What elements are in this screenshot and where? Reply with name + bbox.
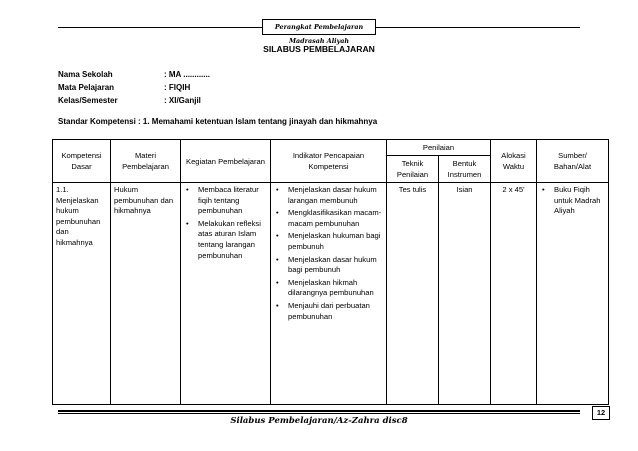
standar-kompetensi: Standar Kompetensi : 1. Memahami ketentuan Islam tentang jinayah dan hikmahnya: [58, 117, 378, 126]
list-item: • Menjelaskan dasar hukum bagi pembunuh: [274, 255, 383, 276]
table-row: [53, 183, 609, 405]
col-header-indikator: Indikator Pencapaian Kompetensi: [271, 140, 387, 183]
col-header-alokasi: Alokasi Waktu: [491, 140, 537, 183]
info-value: : XI/Ganjil: [164, 96, 201, 105]
cell-bentuk: Isian: [439, 183, 491, 405]
col-header-teknik: Teknik Penilaian: [387, 156, 439, 183]
col-header-bentuk: Bentuk Instrumen: [439, 156, 491, 183]
footer-rule: [58, 410, 580, 412]
cell-sumber: [537, 183, 609, 405]
info-value: : MA ............: [164, 70, 210, 79]
syllabus-table: [52, 139, 609, 405]
page-number: 12: [592, 406, 610, 420]
list-item: • Membaca literatur fiqih tentang pembunuhan: [184, 185, 267, 217]
col-header-penilaian: Penilaian: [387, 140, 491, 156]
kegiatan-list: [184, 185, 267, 261]
list-item: • Menjelaskan hukuman bagi pembunuh: [274, 231, 383, 252]
list-item: • Melakukan refleksi atas aturan Islam tentang larangan pembunuhan: [184, 219, 267, 261]
header-row: [53, 140, 609, 156]
info-row-school: [58, 68, 210, 81]
info-row-class: [58, 94, 201, 107]
list-item: • Menjauhi dari perbuatan pembunuhan: [274, 301, 383, 322]
document-title: SILABUS PEMBELAJARAN: [263, 44, 375, 54]
footer-text: Silabus Pembelajaran/Az-Zahra disc8: [230, 416, 408, 426]
col-header-sumber: Sumber/ Bahan/Alat: [537, 140, 609, 183]
cell-kompetensi-dasar: 1.1. Menjelaskan hukum pembunuhan dan hikmahnya: [53, 183, 111, 405]
info-label: Mata Pelajaran: [58, 83, 115, 92]
header-banner: Perangkat Pembelajaran Madrasah Aliyah: [262, 19, 376, 35]
cell-indikator: [271, 183, 387, 405]
list-item: • Mengklasifikasikan macam-macam pembunuhan: [274, 208, 383, 229]
col-header-kegiatan: Kegiatan Pembelajaran: [181, 140, 271, 183]
list-item: • Menjelaskan dasar hukum larangan membunuh: [274, 185, 383, 206]
list-item: • Buku Fiqih untuk Madrah Aliyah: [540, 185, 605, 217]
cell-teknik: Tes tulis: [387, 183, 439, 405]
info-value: : FIQIH: [164, 83, 191, 92]
info-row-subject: [58, 81, 190, 94]
cell-alokasi: 2 x 45': [491, 183, 537, 405]
info-label: Kelas/Semester: [58, 96, 118, 105]
cell-materi: Hukum pembunuhan dan hikmahnya: [111, 183, 181, 405]
col-header-kompetensi-dasar: Kompetensi Dasar: [53, 140, 111, 183]
sumber-list: [540, 185, 605, 217]
cell-kegiatan: [181, 183, 271, 405]
footer-rule-thin: [58, 413, 580, 414]
col-header-materi: Materi Pembelajaran: [111, 140, 181, 183]
info-label: Nama Sekolah: [58, 70, 113, 79]
list-item: • Menjelaskan hikmah dilarangnya pembunuhan: [274, 278, 383, 299]
indikator-list: [274, 185, 383, 322]
